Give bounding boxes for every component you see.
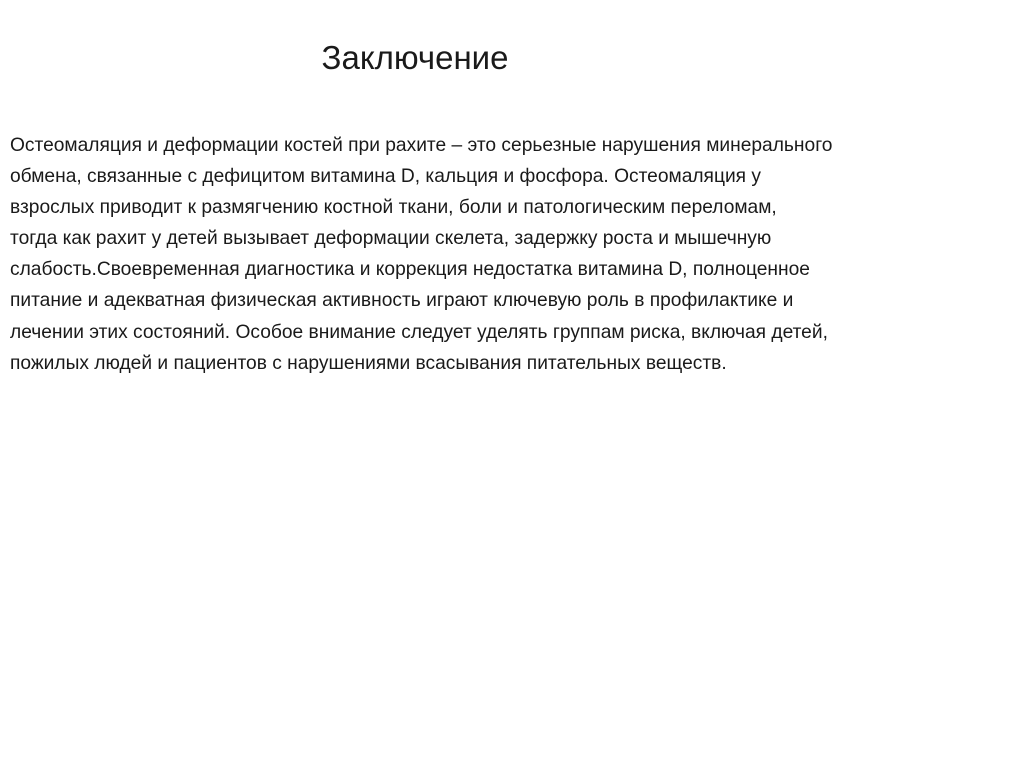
body-line: лечении этих состояний. Особое внимание следует уделять группам риска, включая детей,	[10, 321, 828, 343]
body-line: питание и адекватная физическая активность играют ключевую роль в профилактике и	[10, 290, 794, 312]
body-line: обмена, связанные с дефицитом витамина D, кальция и фосфора. Остеомаляция у	[10, 166, 761, 188]
body-line: пожилых людей и пациентов с нарушениями всасывания питательных веществ.	[10, 352, 727, 374]
slide-body-text	[10, 130, 1014, 379]
body-line: тогда как рахит у детей вызывает деформации скелета, задержку роста и мышечную	[10, 228, 772, 250]
body-line: взрослых приводит к размягчению костной ткани, боли и патологическим переломам,	[10, 197, 777, 219]
body-line: Остеомаляция и деформации костей при рахите – это серьезные нарушения минерального	[10, 135, 833, 156]
body-line: слабость.Своевременная диагностика и коррекция недостатка витамина D, полноценное	[10, 259, 810, 281]
slide-title: Заключение	[321, 39, 509, 76]
